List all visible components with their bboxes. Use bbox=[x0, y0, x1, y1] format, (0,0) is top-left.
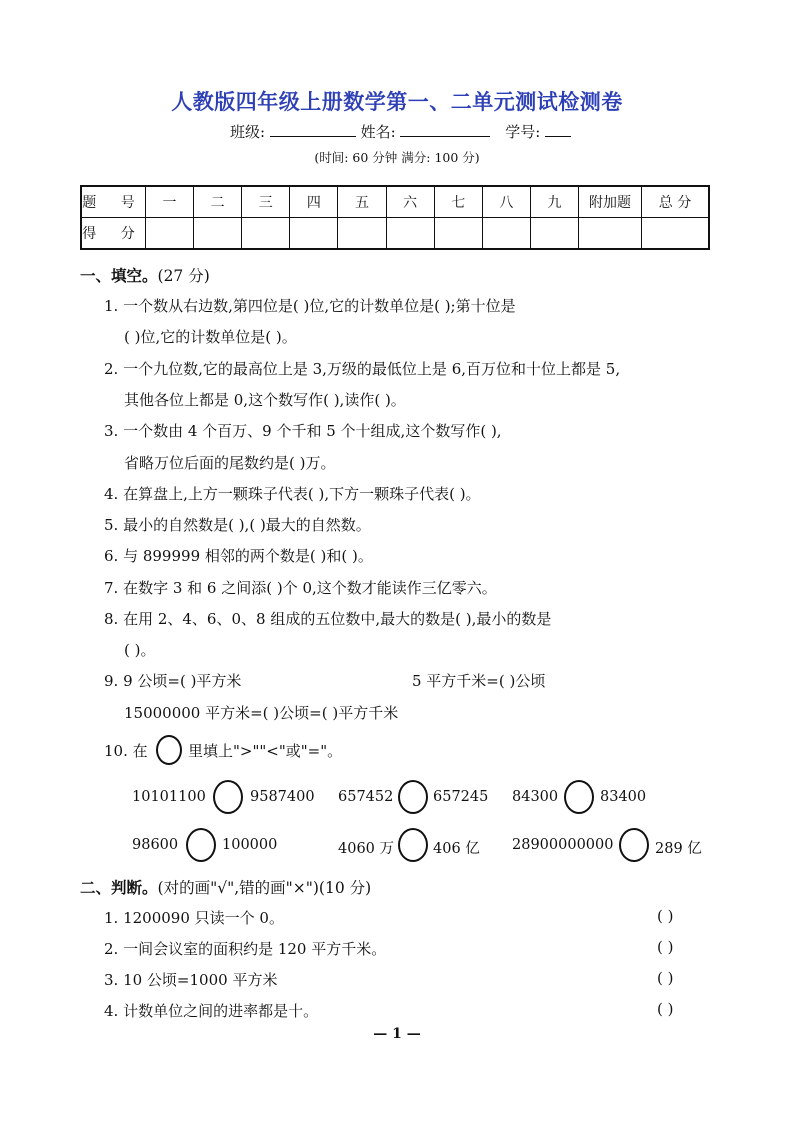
question-line: 9. 9 公顷=( )平方米 bbox=[104, 672, 242, 690]
question-line: 其他各位上都是 0,这个数写作( ),读作( )。 bbox=[124, 391, 406, 409]
question-line: 8. 在用 2、4、6、0、8 组成的五位数中,最大的数是( ),最小的数是 bbox=[104, 610, 552, 628]
compare-right: 406 亿 bbox=[433, 841, 480, 857]
compare-circle[interactable] bbox=[398, 780, 428, 814]
score-table-header-row bbox=[81, 186, 709, 218]
score-cell[interactable] bbox=[386, 218, 434, 250]
question-line: 5. 最小的自然数是( ),( )最大的自然数。 bbox=[104, 516, 371, 534]
section-1-points: (27 分) bbox=[157, 267, 210, 285]
compare-circle[interactable] bbox=[398, 828, 428, 862]
compare-circle[interactable] bbox=[564, 780, 594, 814]
header-cell: 四 bbox=[290, 186, 338, 218]
question-line: ( )。 bbox=[124, 641, 156, 659]
section-2-title: 二、判断。 bbox=[80, 879, 158, 897]
question-line: 6. 与 899999 相邻的两个数是( )和( )。 bbox=[104, 547, 373, 565]
score-cell[interactable] bbox=[194, 218, 242, 250]
score-cell[interactable] bbox=[146, 218, 194, 250]
header-cell: 七 bbox=[434, 186, 482, 218]
score-cell[interactable] bbox=[579, 218, 642, 250]
compare-right: 100000 bbox=[222, 837, 278, 853]
header-cell: 二 bbox=[194, 186, 242, 218]
question-line: 15000000 平方米=( )公顷=( )平方千米 bbox=[124, 704, 399, 722]
compare-circle[interactable] bbox=[619, 828, 649, 862]
score-cell[interactable] bbox=[290, 218, 338, 250]
compare-left: 28900000000 bbox=[512, 837, 614, 853]
name-field[interactable] bbox=[400, 122, 490, 137]
compare-left: 98600 bbox=[132, 837, 179, 853]
score-cell[interactable] bbox=[530, 218, 578, 250]
header-cell: 八 bbox=[482, 186, 530, 218]
compare-right: 83400 bbox=[600, 789, 647, 805]
question-line: 1. 一个数从右边数,第四位是( )位,它的计数单位是( );第十位是 bbox=[104, 297, 516, 315]
class-field[interactable] bbox=[270, 122, 356, 137]
page-title: 人教版四年级上册数学第一、二单元测试检测卷 bbox=[171, 90, 623, 114]
header-cell: 一 bbox=[146, 186, 194, 218]
header-cell: 五 bbox=[338, 186, 386, 218]
judge-answer-blank[interactable]: ( ) bbox=[657, 938, 674, 956]
compare-right: 289 亿 bbox=[655, 841, 702, 857]
question-line: 10. 在 bbox=[104, 742, 148, 760]
score-cell[interactable] bbox=[642, 218, 710, 250]
question-line: 里填上">""<"或"="。 bbox=[188, 742, 343, 760]
section-1-heading bbox=[80, 264, 210, 286]
compare-left: 4060 万 bbox=[338, 841, 395, 857]
judge-answer-blank[interactable]: ( ) bbox=[657, 969, 674, 987]
time-note: (时间: 60 分钟 满分: 100 分) bbox=[314, 150, 480, 165]
judge-answer-blank[interactable]: ( ) bbox=[657, 1000, 674, 1018]
student-info bbox=[230, 121, 571, 142]
score-cell[interactable] bbox=[434, 218, 482, 250]
header-cell: 附加题 bbox=[579, 186, 642, 218]
question-line: 省略万位后面的尾数约是( )万。 bbox=[124, 454, 336, 472]
header-cell: 九 bbox=[530, 186, 578, 218]
compare-right: 657245 bbox=[433, 789, 489, 805]
name-label: 姓名: bbox=[360, 123, 396, 141]
section-2-points: (对的画"√",错的画"×")(10 分) bbox=[157, 879, 372, 897]
section-2-heading bbox=[80, 876, 371, 898]
score-cell[interactable] bbox=[242, 218, 290, 250]
compare-circle[interactable] bbox=[186, 828, 216, 862]
question-line: 3. 一个数由 4 个百万、9 个千和 5 个十组成,这个数写作( ), bbox=[104, 422, 502, 440]
header-cell: 六 bbox=[386, 186, 434, 218]
answer-circle[interactable] bbox=[156, 735, 182, 765]
id-field[interactable] bbox=[545, 122, 571, 137]
score-table-score-row bbox=[81, 218, 709, 250]
question-line: ( )位,它的计数单位是( )。 bbox=[124, 328, 297, 346]
question-line: 2. 一个九位数,它的最高位上是 3,万级的最低位上是 6,百万位和十位上都是 5, bbox=[104, 360, 621, 378]
page-number: — 1 — bbox=[373, 1026, 421, 1042]
compare-right: 9587400 bbox=[250, 789, 315, 805]
id-label: 学号: bbox=[505, 123, 541, 141]
judge-item: 2. 一间会议室的面积约是 120 平方千米。 bbox=[104, 940, 387, 958]
judge-item: 4. 计数单位之间的进率都是十。 bbox=[104, 1002, 319, 1020]
score-cell[interactable] bbox=[338, 218, 386, 250]
header-cell: 总 分 bbox=[642, 186, 710, 218]
compare-left: 657452 bbox=[338, 789, 394, 805]
score-cell[interactable] bbox=[482, 218, 530, 250]
judge-item: 1. 1200090 只读一个 0。 bbox=[104, 909, 284, 927]
score-table bbox=[80, 185, 710, 250]
section-1-title: 一、填空。 bbox=[80, 267, 158, 285]
compare-left: 84300 bbox=[512, 789, 559, 805]
class-label: 班级: bbox=[230, 123, 266, 141]
question-line: 5 平方千米=( )公顷 bbox=[412, 672, 546, 690]
compare-left: 10101100 bbox=[132, 789, 206, 805]
header-cell: 题 号 bbox=[81, 186, 146, 218]
header-cell: 三 bbox=[242, 186, 290, 218]
question-line: 7. 在数字 3 和 6 之间添( )个 0,这个数才能读作三亿零六。 bbox=[104, 579, 497, 597]
row-label: 得 分 bbox=[81, 218, 146, 250]
question-line: 4. 在算盘上,上方一颗珠子代表( ),下方一颗珠子代表( )。 bbox=[104, 485, 481, 503]
compare-circle[interactable] bbox=[213, 780, 243, 814]
judge-item: 3. 10 公顷=1000 平方米 bbox=[104, 971, 278, 989]
judge-answer-blank[interactable]: ( ) bbox=[657, 907, 674, 925]
